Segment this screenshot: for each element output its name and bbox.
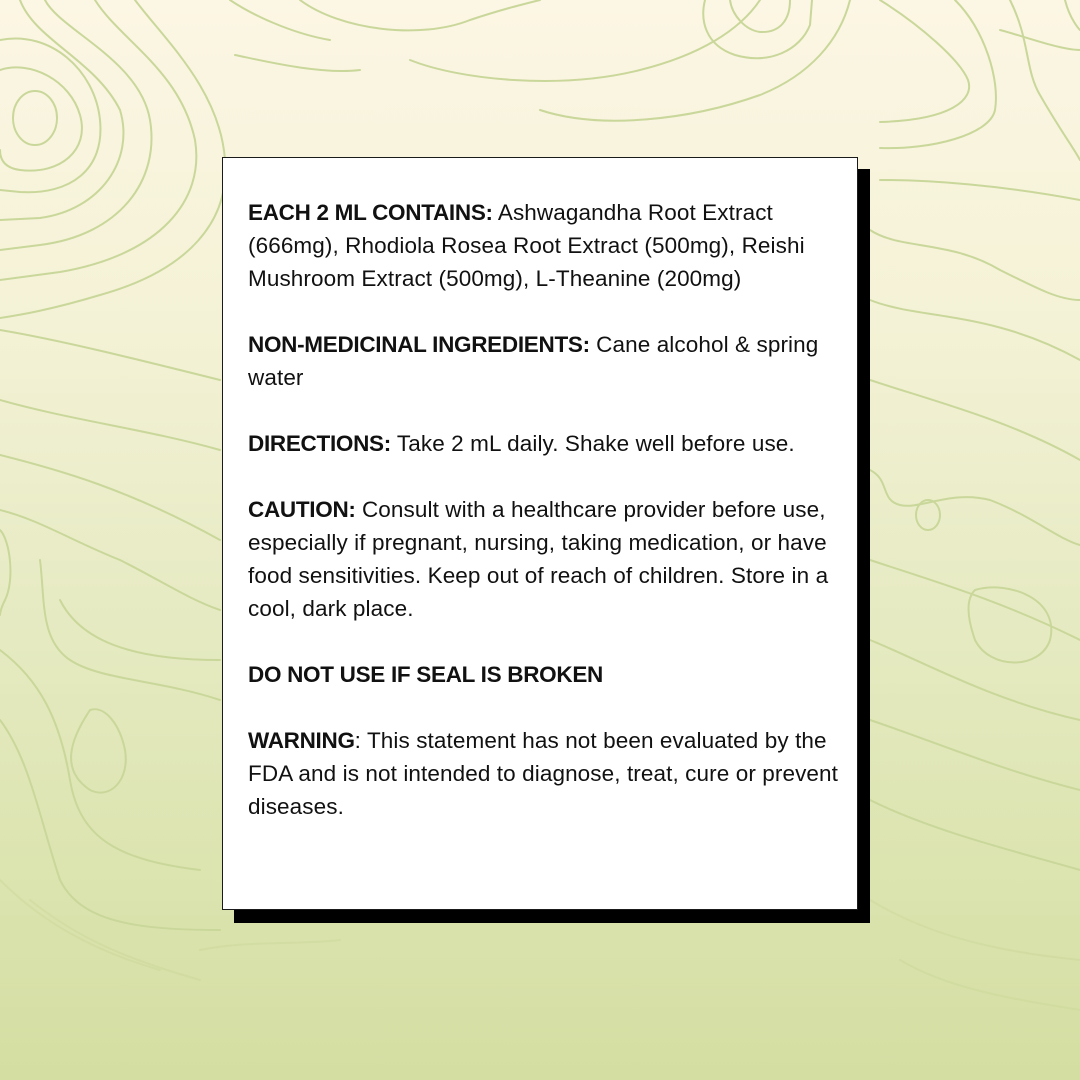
directions-label: DIRECTIONS: bbox=[248, 431, 391, 456]
contents-label: EACH 2 ML CONTAINS: bbox=[248, 200, 493, 225]
caution-text: Consult with a healthcare provider before use, especially if pregnant, nursing, taking medication, or have food sensitivities. Keep out of reach of children. Store in a cool, dark place. bbox=[248, 497, 829, 621]
seal-notice-label: DO NOT USE IF SEAL IS BROKEN bbox=[248, 662, 603, 687]
section-contents bbox=[248, 196, 844, 295]
card-content bbox=[248, 196, 844, 823]
warning-text: : This statement has not been evaluated by the FDA and is not intended to diagnose, treat, cure or prevent diseases. bbox=[248, 728, 839, 819]
warning-label: WARNING bbox=[248, 728, 355, 753]
section-warning bbox=[248, 724, 844, 823]
caution-label: CAUTION: bbox=[248, 497, 356, 522]
supplement-facts-card bbox=[222, 157, 858, 910]
section-caution bbox=[248, 493, 844, 625]
non-medicinal-text: Cane alcohol & spring water bbox=[248, 332, 819, 390]
contents-text: Ashwagandha Root Extract (666mg), Rhodiola Rosea Root Extract (500mg), Reishi Mushroom Extract (500mg), L-Theanine (200mg) bbox=[248, 200, 805, 291]
section-directions bbox=[248, 427, 844, 460]
directions-text: Take 2 mL daily. Shake well before use. bbox=[390, 431, 795, 456]
section-seal-notice bbox=[248, 658, 844, 691]
section-non-medicinal-ingredients bbox=[248, 328, 844, 394]
non-medicinal-label: NON-MEDICINAL INGREDIENTS: bbox=[248, 332, 590, 357]
